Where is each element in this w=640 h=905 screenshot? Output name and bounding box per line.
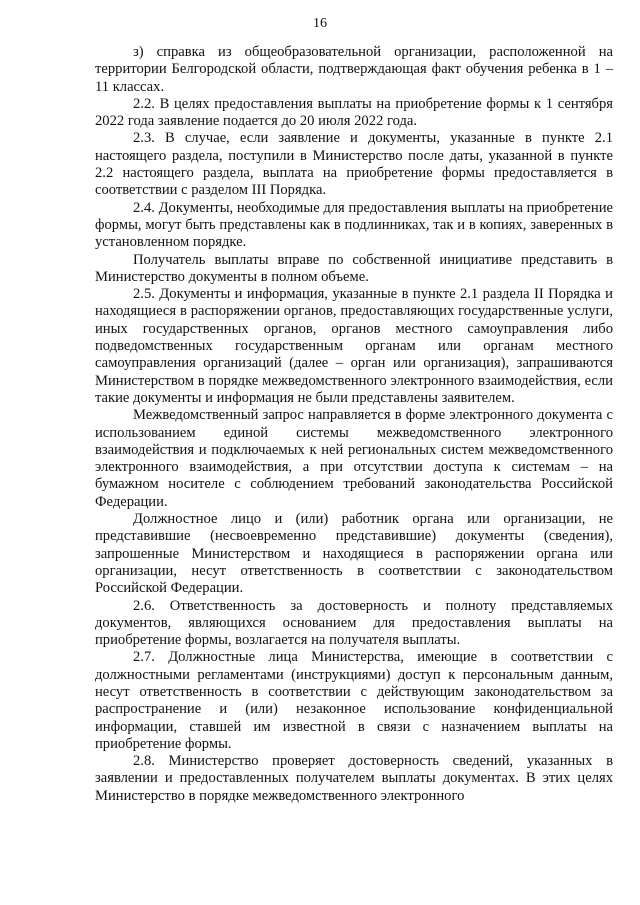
paragraph-item-z: з) справка из общеобразовательной организации, расположенной на территории Белгородской области, подтверждающая факт обучения ребенка в 1 – 11 классах. <box>95 44 613 95</box>
paragraph-2-5: 2.5. Документы и информация, указанные в пункте 2.1 раздела II Порядка и находящиеся в распоряжении органов, предоставляющих государственные услуги, иных государственных органов, органов местного самоуправления либо подведомственных государственным органам или органам местного самоуправления организаций (далее – орган или организация), запрашиваются Министерством в порядке межведомственного электронного взаимодействия, если такие документы и информация не были представлены заявителем. <box>95 286 613 406</box>
paragraph-2-6: 2.6. Ответственность за достоверность и полноту представляемых документов, являющихся основанием для предоставления выплаты на приобретение формы, возлагается на получателя выплаты. <box>95 597 613 649</box>
paragraph-2-5-responsibility: Должностное лицо и (или) работник органа или организации, не представившие (несвоевременно представившие) документы (сведения), запрошенные Министерством и находящиеся в распоряжении органа или организации, несут ответственность в соответствии с законодательством Российской Федерации. <box>95 511 613 597</box>
paragraph-2-2: 2.2. В целях предоставления выплаты на приобретение формы к 1 сентября 2022 года заявление подается до 20 июля 2022 года. <box>95 95 613 130</box>
paragraph-2-4-recipient: Получатель выплаты вправе по собственной инициативе представить в Министерство документы в полном объеме. <box>95 251 613 285</box>
paragraph-2-3: 2.3. В случае, если заявление и документы, указанные в пункте 2.1 настоящего раздела, поступили в Министерство после даты, указанной в пункте 2.2 настоящего раздела, выплата на приобретение формы предоставляется в соответствии с разделом III Порядка. <box>95 130 613 199</box>
paragraph-2-7: 2.7. Должностные лица Министерства, имеющие в соответствии с должностными регламентами (инструкциями) доступ к персональным данным, несут ответственность в соответствии с действующим законодательством за распространение и (или) незаконное использование конфиденциальной информации, ставшей им известной в связи с назначением выплаты на приобретение формы. <box>95 649 613 752</box>
paragraph-2-5-interagency-request: Межведомственный запрос направляется в форме электронного документа с использованием единой системы межведомственного электронного взаимодействия и подключаемых к ней региональных систем межведомственного электронного взаимодействия, а при отсутствии доступа к системам – на бумажном носителе с соблюдением требований законодательства Российской Федерации. <box>95 407 613 510</box>
document-body <box>95 44 613 805</box>
page-number: 16 <box>313 16 327 31</box>
paragraph-2-8: 2.8. Министерство проверяет достоверность сведений, указанных в заявлении и предоставленных получателем выплаты документах. В этих целях Министерство в порядке межведомственного электронного <box>95 753 613 804</box>
paragraph-2-4: 2.4. Документы, необходимые для предоставления выплаты на приобретение формы, могут быть представлены как в подлинниках, так и в копиях, заверенных в установленном порядке. <box>95 199 613 251</box>
